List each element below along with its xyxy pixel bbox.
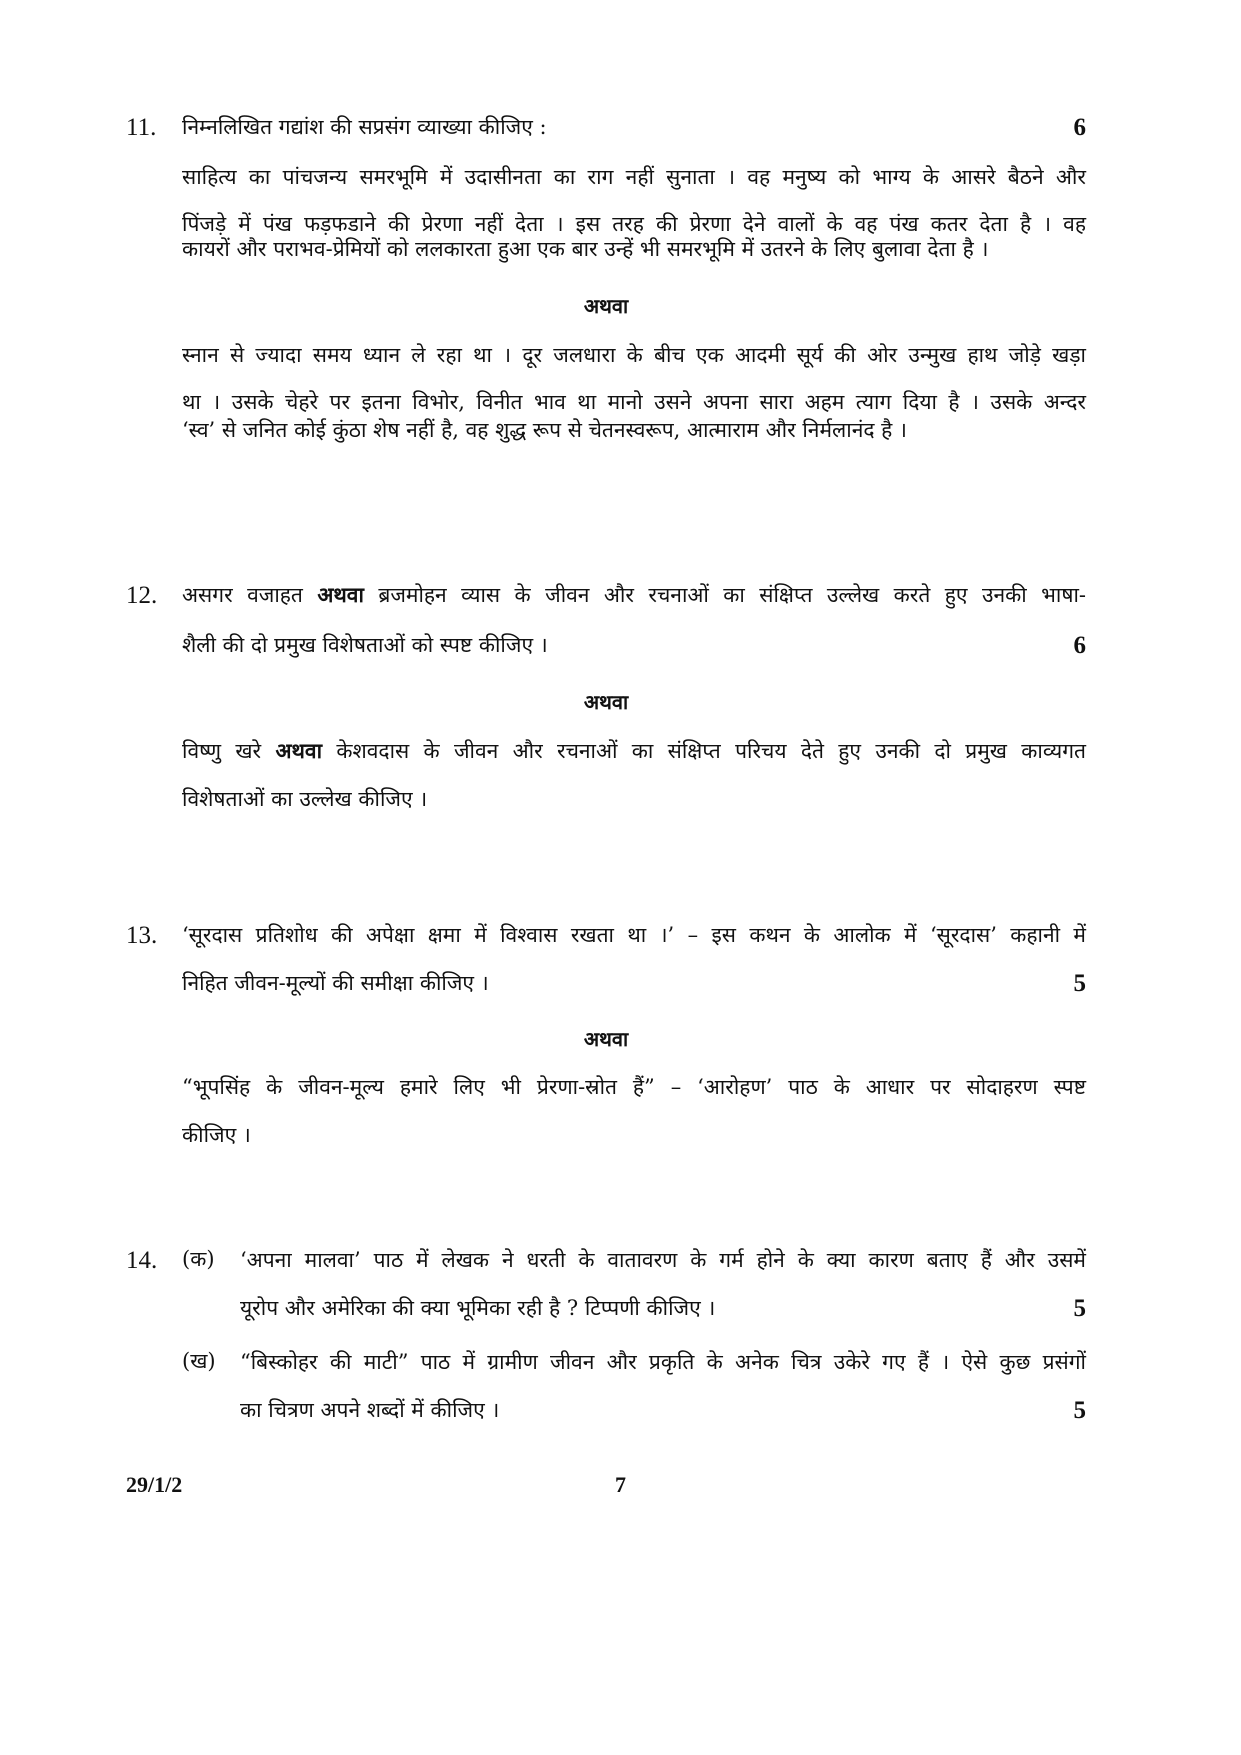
question-line: कीजिए । [182, 1123, 251, 1147]
question-number: 11. [126, 114, 157, 141]
passage-line: था । उसके चेहरे पर इतना विभोर, विनीत भाव था मानो उसने अपना सारा अहम त्याग दिया है । उसके अन्दर [182, 390, 1086, 414]
paper-code: 29/1/2 [126, 1472, 183, 1497]
question-12 [126, 580, 1086, 840]
text-part: असगर वजाहत [182, 583, 318, 607]
or-heading: अथवा [583, 690, 629, 714]
or-heading: अथवा [583, 1027, 629, 1051]
or-heading: अथवा [583, 294, 629, 318]
sub-question-label: (क) [182, 1247, 215, 1271]
question-line: विशेषताओं का उल्लेख कीजिए । [182, 787, 428, 811]
question-line: “बिस्कोहर की माटी” पाठ में ग्रामीण जीवन और प्रकृति के अनेक चित्र उकेरे गए हैं । ऐसे कुछ प्रसंगों [240, 1350, 1086, 1374]
question-line: शैली की दो प्रमुख विशेषताओं को स्पष्ट कीजिए । [182, 633, 548, 657]
marks: 6 [1073, 632, 1086, 659]
text-part: केशवदास के जीवन और रचनाओं का संक्षिप्त परिचय देते हुए उनकी दो प्रमुख काव्यगत [322, 739, 1086, 763]
question-line: निहित जीवन-मूल्यों की समीक्षा कीजिए । [182, 971, 489, 995]
text-part: ब्रजमोहन व्यास के जीवन और रचनाओं का संक्षिप्त उल्लेख करते हुए उनकी भाषा- [363, 583, 1086, 607]
passage-line: पिंजड़े में पंख फड़फडाने की प्रेरणा नहीं देता । इस तरह की प्रेरणा देने वालों के वह पंख कतर देता है । वह [182, 212, 1086, 236]
question-line [182, 580, 1086, 610]
question-line: ‘सूरदास प्रतिशोध की अपेक्षा क्षमा में विश्वास रखता था ।’ – इस कथन के आलोक में ‘सूरदास’ कहानी में [182, 923, 1086, 947]
passage-line: स्नान से ज्यादा समय ध्यान ले रहा था । दूर जलधारा के बीच एक आदमी सूर्य की ओर उन्मुख हाथ जोड़े खड़ा [182, 343, 1086, 367]
passage-line: साहित्य का पांचजन्य समरभूमि में उदासीनता का राग नहीं सुनाता । वह मनुष्य को भाग्य के आसरे बैठने और [182, 165, 1086, 189]
question-line [182, 736, 1086, 766]
text-part: विष्णु खरे [182, 739, 276, 763]
marks: 6 [1073, 114, 1086, 141]
marks: 5 [1073, 1397, 1086, 1424]
marks: 5 [1073, 1295, 1086, 1322]
passage-line: ‘स्व’ से जनित कोई कुंठा शेष नहीं है, वह शुद्ध रूप से चेतनस्वरूप, आत्माराम और निर्मलानंद है । [182, 418, 907, 442]
question-line: का चित्रण अपने शब्दों में कीजिए । [240, 1398, 500, 1422]
bold-or: अथवा [275, 738, 323, 763]
question-line: ‘अपना मालवा’ पाठ में लेखक ने धरती के वातावरण के गर्म होने के क्या कारण बताए हैं और उसमें [240, 1248, 1086, 1272]
question-number: 12. [126, 582, 158, 609]
question-number: 13. [126, 922, 158, 949]
bold-or: अथवा [317, 582, 364, 607]
marks: 5 [1073, 970, 1086, 997]
question-14 [126, 1245, 1086, 1435]
passage-line: कायरों और पराभव-प्रेमियों को ललकारता हुआ एक बार उन्हें भी समरभूमि में उतरने के लिए बुलावा देता है । [182, 237, 989, 261]
question-prompt: निम्नलिखित गद्यांश की सप्रसंग व्याख्या कीजिए : [182, 115, 547, 139]
question-line: यूरोप और अमेरिका की क्या भूमिका रही है ? टिप्पणी कीजिए । [240, 1296, 716, 1320]
page-number: 7 [615, 1472, 626, 1497]
question-line: “भूपसिंह के जीवन-मूल्य हमारे लिए भी प्रेरणा-स्रोत हैं” – ‘आरोहण’ पाठ के आधार पर सोदाहरण स्पष्ट [182, 1075, 1086, 1099]
sub-question-label: (ख) [182, 1349, 216, 1373]
question-number: 14. [126, 1247, 158, 1274]
question-11 [126, 112, 1086, 452]
question-13 [126, 920, 1086, 1147]
